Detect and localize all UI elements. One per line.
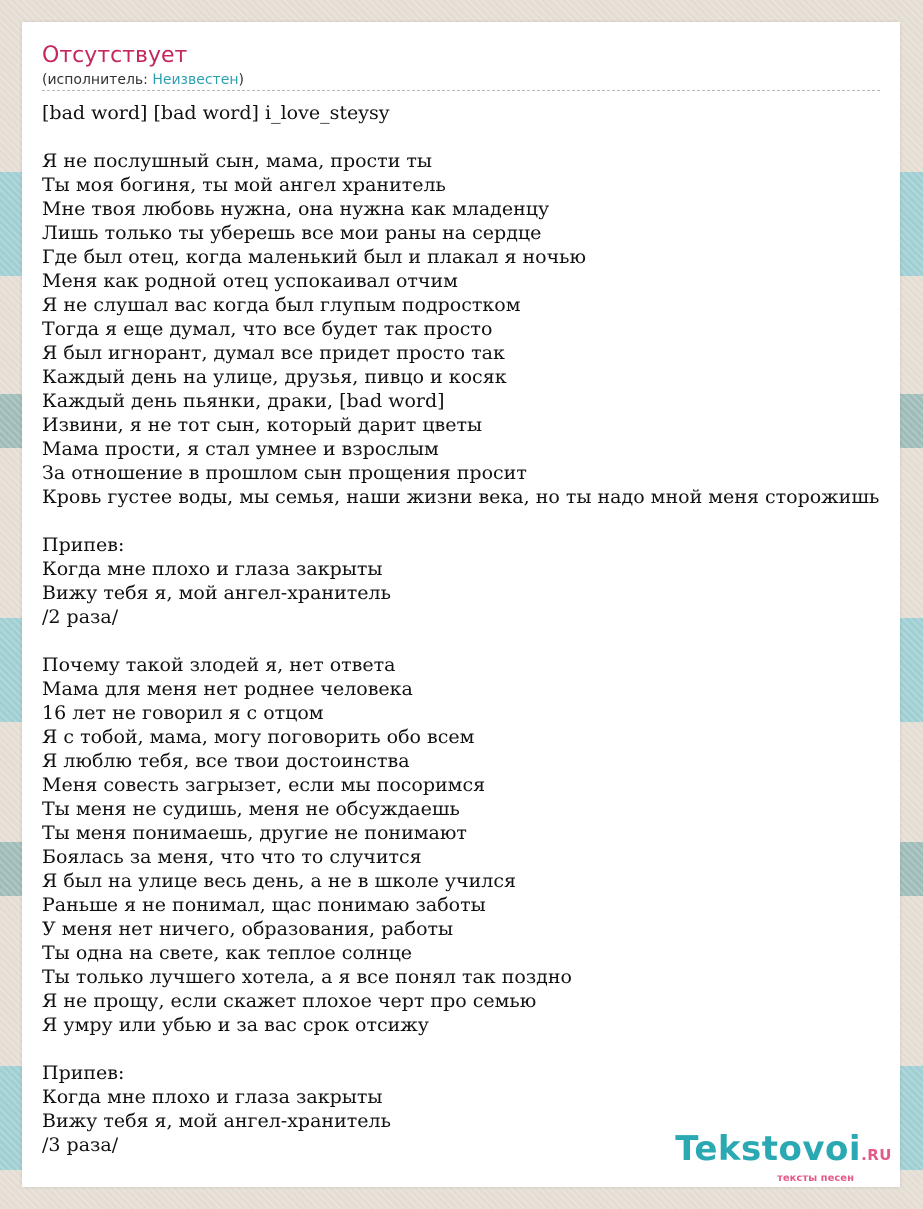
artist-suffix: ) <box>238 72 244 88</box>
lyric-line: Боялась за меня, что что то случится <box>42 846 422 868</box>
blank-line <box>42 125 898 149</box>
lyric-line: Я был игнорант, думал все придет просто так <box>42 342 505 364</box>
lyric-line: Мама для меня нет роднее человека <box>42 678 413 700</box>
lyric-line: Кровь густее воды, мы семья, наши жизни века, но ты надо мной меня сторожишь <box>42 486 880 508</box>
lyric-line: Каждый день пьянки, драки, [bad word] <box>42 390 445 412</box>
lyric-line: Мама прости, я стал умнее и взрослым <box>42 438 439 460</box>
lyric-line: Меня совесть загрызет, если мы посоримся <box>42 774 486 796</box>
blank-line <box>42 509 898 533</box>
lyric-line: Я люблю тебя, все твои достоинства <box>42 750 410 772</box>
artist-line <box>42 71 244 89</box>
lyric-line: Я не слушал вас когда был глупым подростком <box>42 294 521 316</box>
lyric-line: Почему такой злодей я, нет ответа <box>42 654 396 676</box>
lyric-line: Припев: <box>42 1062 125 1084</box>
lyric-line: Припев: <box>42 534 125 556</box>
lyric-line: Ты только лучшего хотела, а я все понял так поздно <box>42 966 572 988</box>
lyric-line: [bad word] [bad word] i_love_steysy <box>42 102 390 124</box>
title-divider <box>42 90 880 91</box>
lyric-line: Тогда я еще думал, что все будет так просто <box>42 318 493 340</box>
lyric-line: Раньше я не понимал, щас понимаю заботы <box>42 894 486 916</box>
lyric-line: За отношение в прошлом сын прощения просит <box>42 462 527 484</box>
blank-line <box>42 629 898 653</box>
lyric-line: Я был на улице весь день, а не в школе учился <box>42 870 516 892</box>
logo-name: Tekstovoi <box>675 1129 862 1169</box>
lyric-line: Ты меня понимаешь, другие не понимают <box>42 822 467 844</box>
lyric-line: Меня как родной отец успокаивал отчим <box>42 270 458 292</box>
lyric-line: Вижу тебя я, мой ангел-хранитель <box>42 582 391 604</box>
lyric-line: Где был отец, когда маленький был и плакал я ночью <box>42 246 587 268</box>
lyrics-card <box>22 22 900 1187</box>
logo-suffix: .RU <box>861 1146 892 1164</box>
song-title: Отсутствует <box>42 43 188 68</box>
lyric-line: Каждый день на улице, друзья, пивцо и косяк <box>42 366 507 388</box>
lyric-line: Вижу тебя я, мой ангел-хранитель <box>42 1110 391 1132</box>
artist-prefix: (исполнитель: <box>42 72 153 88</box>
lyric-line: Когда мне плохо и глаза закрыты <box>42 1086 383 1108</box>
lyric-line: Извини, я не тот сын, который дарит цветы <box>42 414 483 436</box>
lyric-line: Мне твоя любовь нужна, она нужна как младенцу <box>42 198 550 220</box>
lyric-line: Ты меня не судишь, меня не обсуждаешь <box>42 798 460 820</box>
lyric-line: У меня нет ничего, образования, работы <box>42 918 454 940</box>
lyric-line: Лишь только ты уберешь все мои раны на сердце <box>42 222 542 244</box>
lyric-line: Когда мне плохо и глаза закрыты <box>42 558 383 580</box>
lyrics-text <box>42 101 898 1157</box>
artist-link[interactable]: Неизвестен <box>152 72 239 88</box>
lyric-line: /2 раза/ <box>42 606 119 628</box>
lyric-line: Ты моя богиня, ты мой ангел хранитель <box>42 174 446 196</box>
lyric-line: Я не послушный сын, мама, прости ты <box>42 150 433 172</box>
lyric-line: 16 лет не говорил я с отцом <box>42 702 324 724</box>
blank-line <box>42 1037 898 1061</box>
lyric-line: Я не прощу, если скажет плохое черт про семью <box>42 990 537 1012</box>
lyric-line: Ты одна на свете, как теплое солнце <box>42 942 413 964</box>
lyric-line: Я умру или убью и за вас срок отсижу <box>42 1014 429 1036</box>
lyric-line: /3 раза/ <box>42 1134 119 1156</box>
logo-tagline: тексты песен <box>777 1173 854 1184</box>
lyric-line: Я с тобой, мама, могу поговорить обо всем <box>42 726 475 748</box>
site-logo[interactable] <box>675 1131 892 1185</box>
